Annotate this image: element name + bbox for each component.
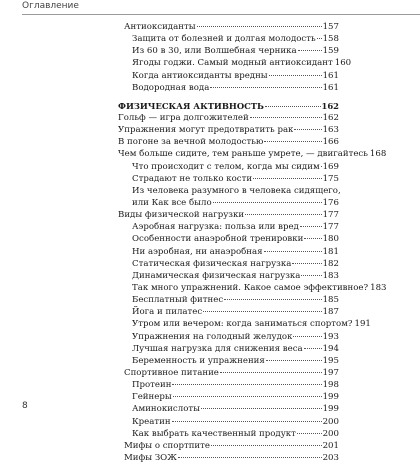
toc-entry-title: Аэробная нагрузка: польза или вред bbox=[132, 222, 299, 233]
dot-leader bbox=[173, 396, 322, 397]
toc-entry-title: Антиоксиданты bbox=[124, 22, 196, 32]
dot-leader bbox=[213, 202, 322, 203]
dot-leader bbox=[211, 445, 322, 446]
toc-entry-title: Гейнеры bbox=[132, 392, 172, 403]
dot-leader bbox=[298, 50, 322, 51]
toc-entry-page: 158 bbox=[322, 34, 339, 45]
toc-entry-page: 169 bbox=[322, 161, 339, 172]
dot-leader bbox=[292, 263, 321, 264]
toc-entry-page: 162 bbox=[321, 100, 339, 111]
toc-entry bbox=[0, 33, 420, 45]
toc-entry-title: Динамическая физическая нагрузка bbox=[132, 270, 301, 281]
toc-entry-page: 191 bbox=[354, 319, 371, 330]
toc-entry-page: 199 bbox=[322, 392, 339, 403]
dot-leader bbox=[197, 26, 322, 27]
toc-entry-title: Утром или вечером: когда заниматься спортом? bbox=[132, 319, 353, 330]
toc-entry-title: Упражнения могут предотвратить рак bbox=[118, 125, 294, 136]
toc-entry bbox=[0, 197, 420, 209]
toc-entry-title: Так много упражнений. Какое самое эффективное? bbox=[132, 282, 369, 293]
toc-entry bbox=[0, 416, 420, 428]
dot-leader bbox=[266, 360, 322, 361]
toc-entry-title: Водородная вода bbox=[132, 82, 210, 93]
toc-entry-title: Гольф — игра долгожителей bbox=[118, 112, 249, 123]
toc-entry bbox=[0, 82, 420, 94]
toc-entry bbox=[0, 233, 420, 245]
toc-entry bbox=[0, 70, 420, 82]
toc-entry-title: Мифы о спортпите bbox=[124, 440, 210, 451]
toc-entry-page: 185 bbox=[322, 295, 339, 306]
toc-entry-title: Страдают не только кости bbox=[132, 173, 253, 184]
toc-entry-page: 182 bbox=[322, 258, 339, 269]
toc-entry-page: 193 bbox=[322, 331, 339, 342]
toc-entry-page: 183 bbox=[322, 270, 339, 281]
toc-entry bbox=[0, 270, 420, 282]
dot-leader bbox=[224, 299, 321, 300]
toc-entry-title: Виды физической нагрузки bbox=[118, 210, 245, 221]
dot-leader bbox=[294, 129, 321, 130]
toc-entry bbox=[0, 391, 420, 403]
toc-entry bbox=[0, 282, 420, 294]
toc-entry bbox=[0, 136, 420, 148]
toc-entry bbox=[0, 173, 420, 185]
dot-leader bbox=[301, 275, 321, 276]
toc-entry-title: Статическая физическая нагрузка bbox=[132, 258, 292, 269]
page-number: 8 bbox=[22, 401, 28, 411]
dot-leader bbox=[250, 117, 322, 118]
toc-entry-page: 183 bbox=[370, 282, 387, 293]
toc-entry-page: 160 bbox=[334, 58, 352, 69]
dot-leader bbox=[321, 166, 322, 167]
toc-entry bbox=[0, 221, 420, 233]
dot-leader bbox=[201, 408, 322, 409]
toc-entry-title: Йога и пилатес bbox=[132, 307, 203, 318]
dot-leader bbox=[210, 87, 321, 88]
toc-entry bbox=[0, 331, 420, 343]
toc-entry bbox=[0, 124, 420, 136]
toc-entry-page: 194 bbox=[322, 343, 339, 354]
toc-entry-title: Из 60 в 30, или Волшебная черника bbox=[132, 46, 297, 57]
toc-entry-page: 187 bbox=[322, 307, 339, 318]
toc-entry bbox=[0, 452, 420, 464]
dot-leader bbox=[293, 336, 321, 337]
toc-entry bbox=[0, 148, 420, 160]
toc-entry-page: 163 bbox=[322, 125, 339, 136]
toc-entry bbox=[0, 318, 420, 330]
toc-entry bbox=[0, 343, 420, 355]
toc-entry-title: Как выбрать качественный продукт bbox=[132, 428, 296, 439]
dot-leader bbox=[253, 178, 322, 179]
dot-leader bbox=[300, 226, 322, 227]
toc-entry bbox=[0, 403, 420, 415]
toc-entry-page: 177 bbox=[322, 210, 339, 221]
toc-entry-title: Спортивное питание bbox=[124, 367, 219, 378]
toc-entry bbox=[0, 355, 420, 367]
toc-entry bbox=[0, 185, 420, 197]
toc-entry bbox=[0, 161, 420, 173]
dot-leader bbox=[220, 372, 322, 373]
toc-entry-page: 181 bbox=[322, 246, 339, 257]
toc-entry-title: Беременность и упражнения bbox=[132, 355, 265, 366]
toc-entry bbox=[0, 379, 420, 391]
toc-entry-page: 175 bbox=[322, 173, 339, 184]
toc-entry-page: 168 bbox=[369, 149, 387, 160]
toc-entry-title: Чем больше сидите, тем раньше умрете, — двигайтесь bbox=[118, 149, 368, 160]
toc-entry bbox=[0, 45, 420, 57]
toc-entry-page: 161 bbox=[322, 82, 339, 93]
dot-leader bbox=[297, 433, 322, 434]
header-rule bbox=[22, 14, 420, 15]
toc-entry-title: Протеин bbox=[132, 380, 172, 391]
toc-entry-page: 195 bbox=[322, 355, 339, 366]
toc-entry-page: 203 bbox=[322, 452, 339, 463]
toc-entry-title: Мифы ЗОЖ bbox=[124, 452, 177, 463]
toc-entry-page: 159 bbox=[322, 46, 339, 57]
toc-entry-title: В погоне за вечной молодостью bbox=[118, 137, 264, 148]
toc-entry bbox=[0, 112, 420, 124]
dot-leader bbox=[172, 384, 321, 385]
dot-leader bbox=[245, 214, 322, 215]
toc-entry bbox=[0, 209, 420, 221]
toc-entry bbox=[0, 21, 420, 33]
toc-entry bbox=[0, 440, 420, 452]
toc-entry bbox=[0, 246, 420, 258]
toc-entry-title: Лучшая нагрузка для снижения веса bbox=[132, 343, 303, 354]
dot-leader bbox=[304, 238, 321, 239]
dot-leader bbox=[317, 38, 322, 39]
toc-entry-title: Аминокислоты bbox=[132, 404, 200, 415]
toc-entry-page: 200 bbox=[322, 416, 339, 427]
toc-entry bbox=[0, 367, 420, 379]
toc-entry-title: Когда антиоксиданты вредны bbox=[132, 70, 268, 81]
toc-entry-title: Из человека разумного в человека сидящего, bbox=[132, 185, 341, 196]
dot-leader bbox=[304, 348, 322, 349]
toc-entry bbox=[0, 306, 420, 318]
toc-entry bbox=[0, 294, 420, 306]
toc-entry-page: 201 bbox=[322, 440, 339, 451]
toc-entry bbox=[0, 258, 420, 270]
toc-entry-title: Бесплатный фитнес bbox=[132, 295, 224, 306]
toc-entry-page: 177 bbox=[322, 222, 339, 233]
toc-entry-page: 166 bbox=[322, 137, 339, 148]
toc-entry-title: Защита от болезней и долгая молодость bbox=[132, 34, 316, 45]
toc-entry-page: 176 bbox=[322, 197, 339, 208]
toc-entry-page: 198 bbox=[322, 380, 339, 391]
toc-entry-page: 180 bbox=[322, 234, 339, 245]
toc-entry-page: 197 bbox=[322, 367, 339, 378]
toc-entry-page: 199 bbox=[322, 404, 339, 415]
toc-entry-title: или Как все было bbox=[132, 197, 212, 208]
toc-entry-title: Что происходит с телом, когда мы сидим bbox=[132, 161, 320, 172]
toc-entry-title: Упражнения на голодный желудок bbox=[132, 331, 293, 342]
toc-entry-title: Ни аэробная, ни анаэробная bbox=[132, 246, 263, 257]
dot-leader bbox=[269, 75, 322, 76]
table-of-contents bbox=[0, 21, 420, 464]
toc-entry bbox=[0, 57, 420, 69]
toc-entry-title: Креатин bbox=[132, 416, 171, 427]
toc-section-heading bbox=[0, 100, 420, 112]
toc-entry-title: Ягоды годжи. Самый модный антиоксидант bbox=[132, 58, 333, 69]
toc-entry-page: 200 bbox=[322, 428, 339, 439]
dot-leader bbox=[178, 457, 322, 458]
dot-leader bbox=[172, 421, 322, 422]
dot-leader bbox=[264, 141, 321, 142]
toc-entry-page: 161 bbox=[322, 70, 339, 81]
running-header: Оглавление bbox=[22, 1, 79, 11]
toc-entry-title: ФИЗИЧЕСКАЯ АКТИВНОСТЬ bbox=[118, 100, 264, 111]
dot-leader bbox=[203, 311, 321, 312]
toc-entry-page: 162 bbox=[322, 112, 339, 123]
dot-leader bbox=[264, 251, 322, 252]
dot-leader bbox=[265, 106, 321, 107]
toc-entry-title: Особенности анаэробной тренировки bbox=[132, 234, 304, 245]
toc-entry bbox=[0, 428, 420, 440]
toc-entry-page: 157 bbox=[322, 22, 339, 32]
